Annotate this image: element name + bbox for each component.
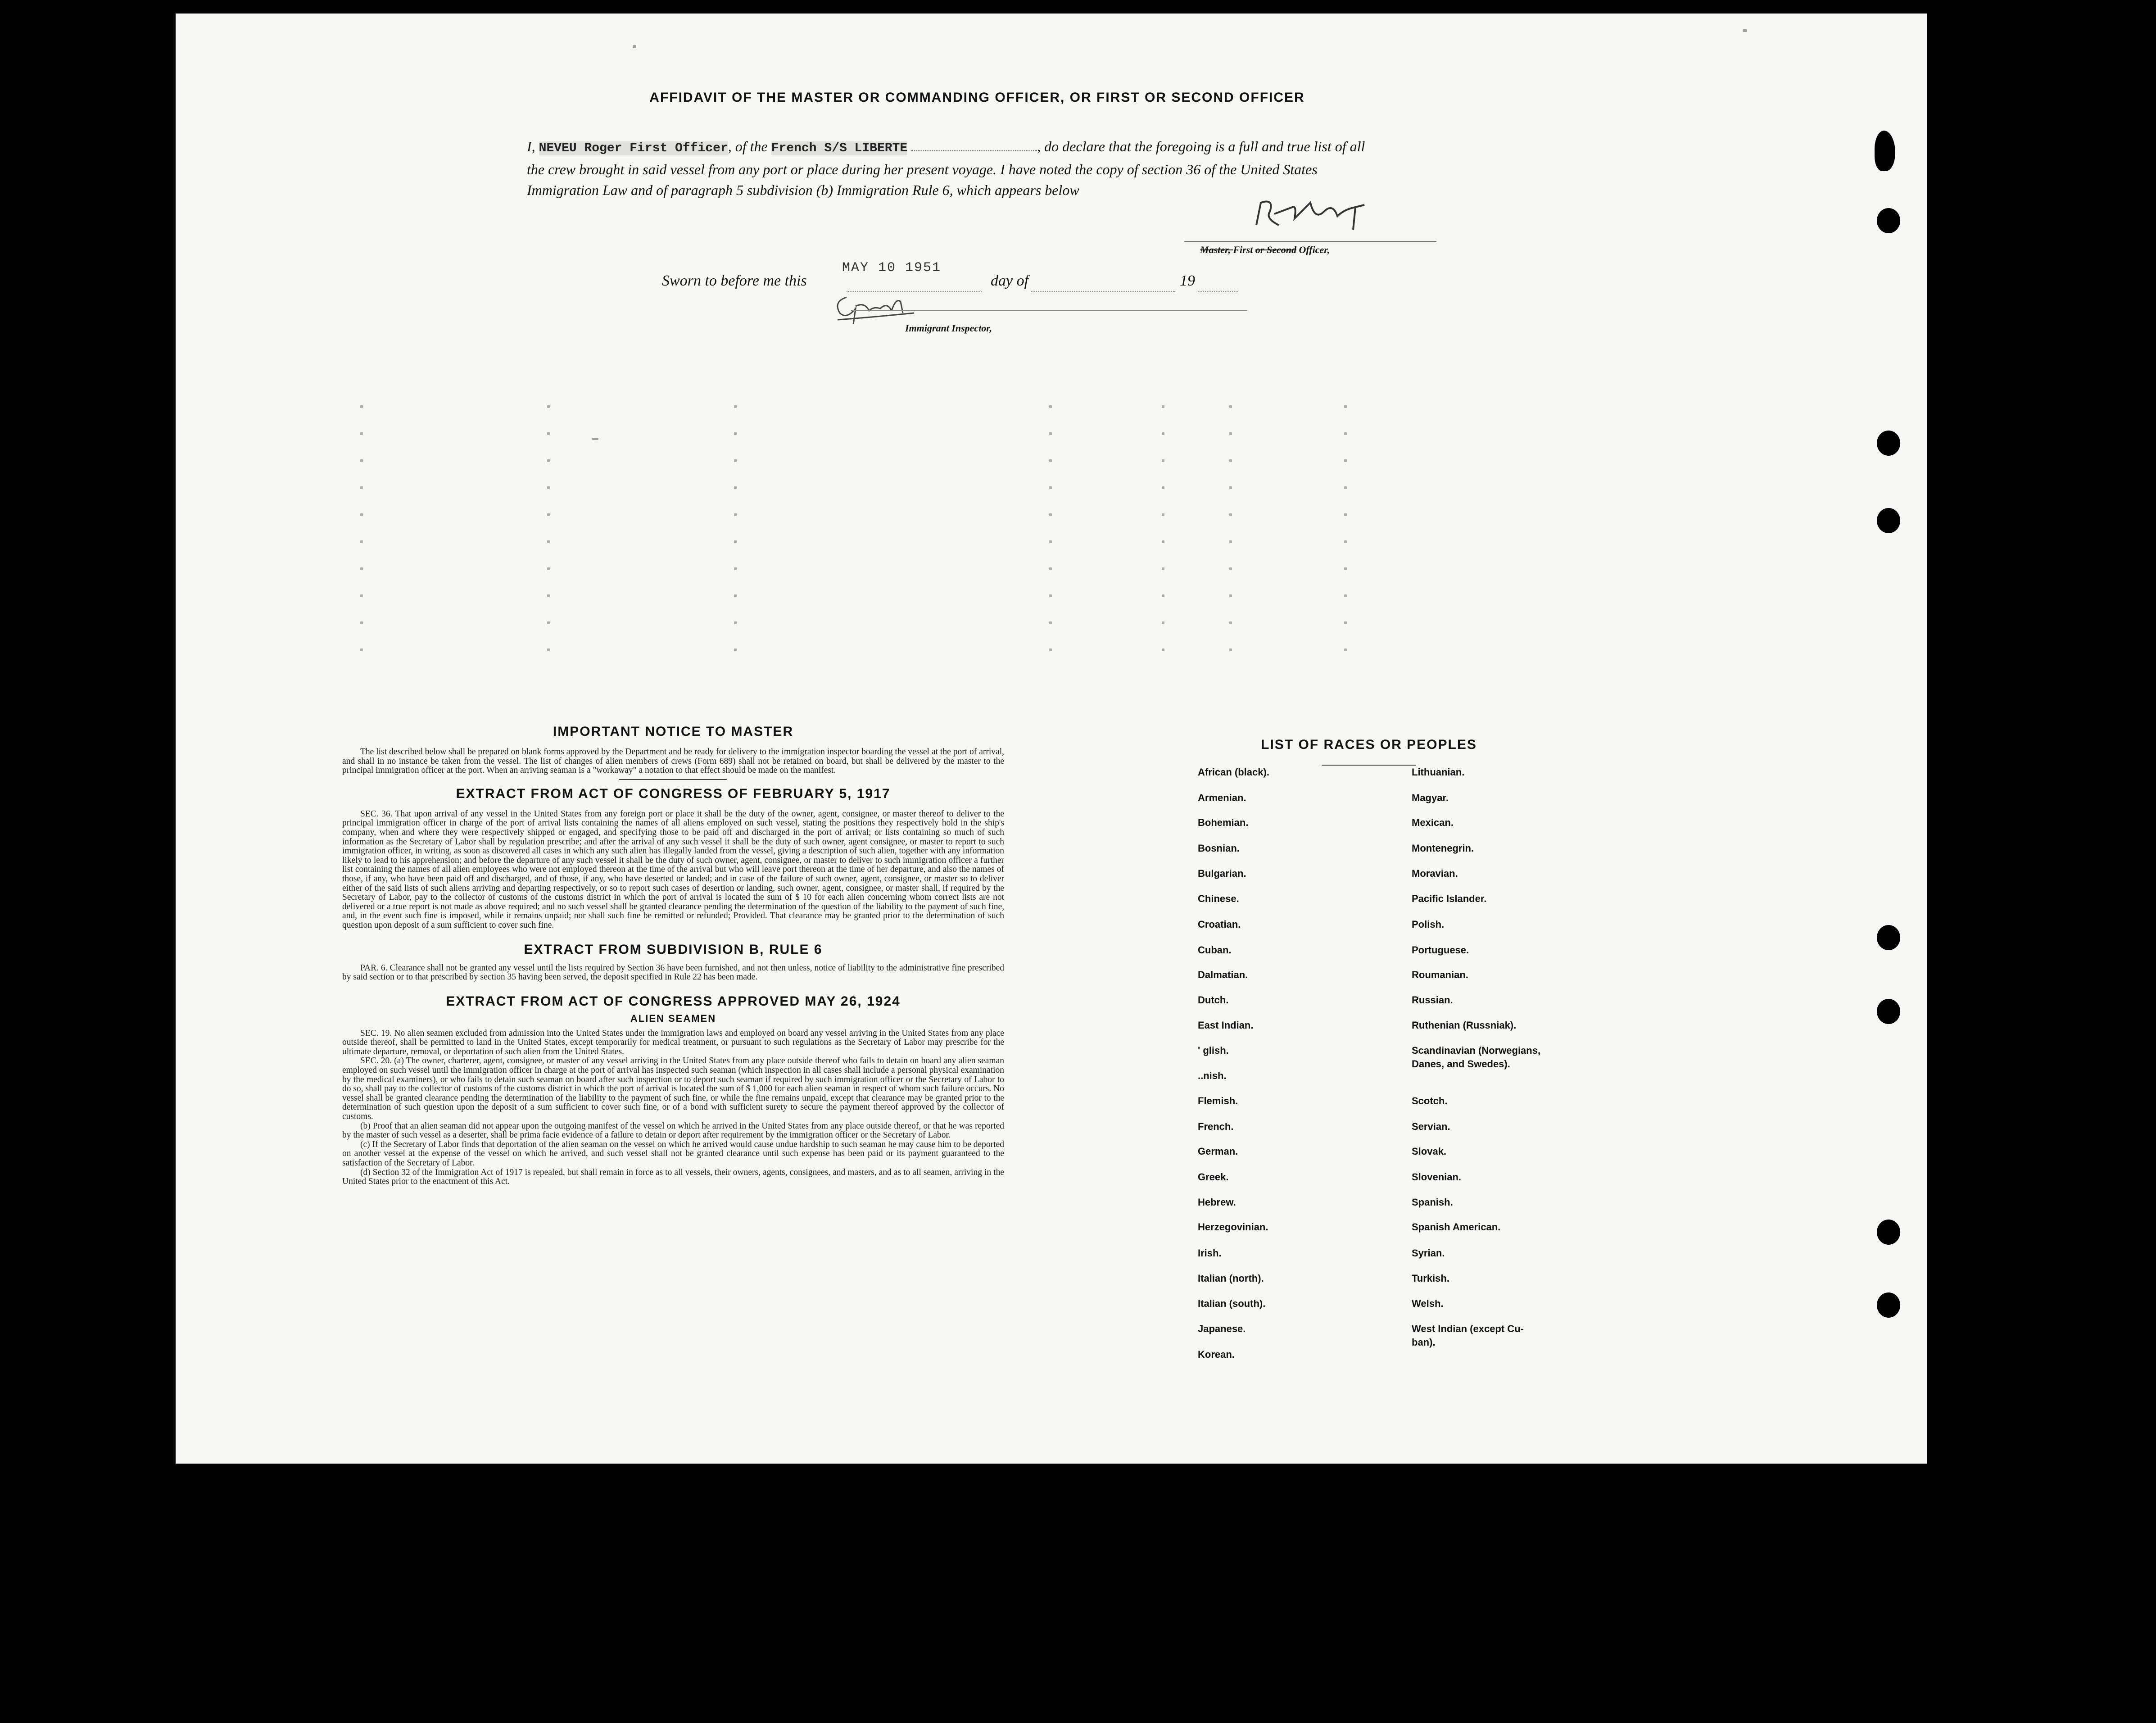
vessel-name: French S/S LIBERTE (771, 141, 908, 155)
race-item: Slovenian. (1412, 1171, 1462, 1183)
race-item: Moravian. (1412, 868, 1458, 879)
race-item: Bohemian. (1198, 817, 1249, 828)
race-item: Chinese. (1198, 893, 1239, 904)
race-item: Portuguese. (1412, 944, 1469, 956)
extract3-p5: (d) Section 32 of the Immigration Act of 1917 is repealed, but shall remain in force as to all vessels, their owners, agents, consignees, and masters, and as to all seamen, arriving in the United States prior to the enactment of this Act. (342, 1167, 1004, 1187)
sworn-month-line (1031, 290, 1175, 292)
race-item: Slovak. (1412, 1146, 1447, 1157)
form-dot (360, 594, 363, 597)
form-dot (1344, 567, 1347, 570)
form-dot (547, 486, 550, 489)
race-item: French. (1198, 1121, 1234, 1132)
scan-speck (1743, 29, 1747, 32)
race-item: Greek. (1198, 1171, 1229, 1183)
form-dot (547, 459, 550, 462)
form-dot (734, 405, 737, 408)
form-dot (734, 486, 737, 489)
extract2-title: EXTRACT FROM SUBDIVISION B, RULE 6 (524, 942, 823, 957)
race-item: Lithuanian. (1412, 766, 1465, 778)
form-dot (547, 540, 550, 543)
race-item: Irish. (1198, 1247, 1222, 1259)
sworn-year-line (1198, 290, 1238, 292)
officer-label-second: or Second (1255, 244, 1296, 255)
form-dot (1229, 459, 1232, 462)
form-dot (734, 513, 737, 516)
extract3-subtitle: ALIEN SEAMEN (630, 1012, 716, 1024)
form-dot (1344, 648, 1347, 651)
race-item: Ruthenian (Russniak). (1412, 1020, 1517, 1031)
form-dot (734, 648, 737, 651)
form-dot (1344, 405, 1347, 408)
form-dot (1229, 621, 1232, 624)
race-item: Mexican. (1412, 817, 1454, 828)
notice-text: The list described below shall be prepared on blank forms approved by the Department and be ready for delivery to the immigration inspector boarding the vessel at the port of arrival, and shall in no instance be taken from the vessel. The list of changes of alien members of crews (Form 689) shall not be retained on board, but shall be delivered by the master to the principal immigration officer at the port. When an arriving seaman is a "workaway" a notation to that effect should be made on the manifest. (342, 747, 1004, 775)
race-item: Italian (north). (1198, 1273, 1264, 1284)
inspector-label: Immigrant Inspector, (905, 322, 992, 334)
form-dot (547, 648, 550, 651)
extract3-title: EXTRACT FROM ACT OF CONGRESS APPROVED MAY 26, 1924 (446, 993, 901, 1009)
form-dot (1162, 648, 1164, 651)
affidavit-declaration: , do declare that the foregoing is a full and true list of all the crew brought in said vessel from any port or place during her present voyage. I have noted the copy of section 36 of the United States Immigration Law and of paragraph 5 subdivision (b) Immigration Rule 6, which appears below (527, 138, 1365, 198)
officer-signature-line (1184, 241, 1436, 242)
inspector-signature-line (851, 310, 1247, 311)
officer-label-master: Master, (1200, 244, 1233, 255)
race-item: African (black). (1198, 766, 1269, 778)
affidavit-title: AFFIDAVIT OF THE MASTER OR COMMANDING OFFICER, OR FIRST OR SECOND OFFICER (649, 90, 1305, 105)
extract2-text: PAR. 6. Clearance shall not be granted any vessel until the lists required by Section 36 have been furnished, and not then unless, notice of liability to the administrative fine prescribed by said section or to that prescribed by section 35 having been served, the deposit specified in Rule 22 has been made. (342, 963, 1004, 982)
extract1-text: SEC. 36. That upon arrival of any vessel in the United States from any foreign port or place it shall be the duty of the owner, agent, consignee, or master thereof to deliver to the principal immigration officer in charge of the port of arrival lists containing the names of all aliens employed on such vessel, stating the positions they respectively hold in the ship's company, when and where they were respectively shipped or engaged, and specifying those to be paid off and discharged in the port of arrival; or lists containing so much of such information as the Secretary of Labor shall by regulation prescribe; and after the arrival of any such vessel it shall be the duty of such owner, agent consignee, or master to report to such immigration officer, in writing, as soon as discovered all cases in which any such alien has illegally landed from the vessel, giving a description of such alien, together with any information likely to lead to his apprehension; and before the departure of any such vessel it shall be the duty of such owner, agent, consignee, or master to deliver to such immigration officer a further list containing the names of all alien employees who were not employed thereon at the time of the arrival but who will leave port thereon at the time of her departure, and also the names of those, if any, who have been paid off and discharged, and of those, if any, who have deserted or landed; and in case of the failure of such owner, agent, consignee, or master so to deliver either of the said lists of such aliens arriving and departing respectively, or so to report such cases of desertion or landing, such owner, agent, consignee, or master shall, if required by the Secretary of Labor, pay to the collector of customs of the customs district in which the port of arrival is located the sum of $ 10 for each alien concerning whom correct lists are not delivered or a true report is not made as above required; and no such vessel shall be granted clearance pending the determination of the question of the liability to the payment of such fine, and, in the event such fine is imposed, while it remains unpaid; nor shall such fine be remitted or refunded; Provided. That clearance may be granted prior to the determination of such question upon deposit of a sum sufficient to cover such fine. (342, 809, 1004, 930)
race-item: ..nish. (1198, 1070, 1227, 1081)
race-item: Roumanian. (1412, 969, 1468, 980)
document-page (176, 14, 1927, 1464)
form-dot (547, 594, 550, 597)
race-item: Scandinavian (Norwegians, (1412, 1045, 1541, 1056)
race-item: Syrian. (1412, 1247, 1445, 1259)
form-dot (1049, 567, 1052, 570)
race-item: ' glish. (1198, 1045, 1229, 1056)
race-item: Hebrew. (1198, 1197, 1236, 1208)
form-dot (1229, 594, 1232, 597)
form-dot (1344, 486, 1347, 489)
punch-hole (1877, 1292, 1900, 1318)
race-item: Italian (south). (1198, 1298, 1266, 1309)
form-dot (360, 540, 363, 543)
race-item: Spanish American. (1412, 1221, 1501, 1233)
officer-label-end: Officer, (1296, 244, 1330, 255)
race-item: Korean. (1198, 1349, 1235, 1360)
form-dot (1344, 540, 1347, 543)
form-dot (1344, 594, 1347, 597)
affidavit-body (527, 135, 1373, 200)
date-stamp: MAY 10 1951 (842, 260, 942, 276)
form-dot (1344, 459, 1347, 462)
race-item: Polish. (1412, 919, 1445, 930)
punch-hole (1877, 431, 1900, 456)
scan-speck (633, 45, 636, 48)
punch-hole (1877, 208, 1900, 233)
form-dot (1049, 621, 1052, 624)
form-dot (1162, 486, 1164, 489)
form-dot (360, 486, 363, 489)
form-dot (360, 648, 363, 651)
extract3-p4: (c) If the Secretary of Labor finds that deportation of the alien seaman on the vessel on which he arrived would cause undue hardship to such seaman he may cause him to be deported on another vessel at the expense of the vessel on which he arrived, and such vessel shall not be granted clearance until such expense has been paid or its payment guaranteed to the satisfaction of the Secretary of Labor. (342, 1139, 1004, 1168)
divider (619, 779, 727, 780)
form-dot (734, 567, 737, 570)
extract3-p2: SEC. 20. (a) The owner, charterer, agent, consignee, or master of any vessel arriving in the United States from any place outside thereof who fails to detain on board any alien seaman employed on such vessel until the immigration officer in charge at the port of arrival has inspected such seaman (which inspection in all cases shall include a personal physical examination by the medical examiners), or who fails to detain such seaman on board after such inspection or to deport such seaman if required by such immigration officer or the Secretary of Labor to do so, shall pay to the collector of customs of the customs district in which the port of arrival is located the sum of $ 1,000 for each alien seaman in respect of whom such failure occurs. No vessel shall be granted clearance pending the determination of the liability to the payment of such fine, or while the fine remains unpaid, except that clearance may be granted prior to the determination of such question upon the deposit of a sum sufficient to cover such fine, or of a bond with sufficient surety to secure the payment thereof approved by the collector of customs. (342, 1056, 1004, 1122)
form-dot (1162, 540, 1164, 543)
form-dot (1162, 405, 1164, 408)
notice-title: IMPORTANT NOTICE TO MASTER (553, 724, 794, 739)
race-item: Japanese. (1198, 1323, 1246, 1334)
race-item: Dutch. (1198, 994, 1229, 1006)
officer-title-label (1200, 244, 1330, 256)
race-item: Bosnian. (1198, 843, 1240, 854)
races-title: LIST OF RACES OR PEOPLES (1261, 737, 1477, 752)
sworn-text: Sworn to before me this (662, 272, 807, 289)
affidavit-of-the: , of the (728, 138, 768, 154)
race-item: Turkish. (1412, 1273, 1449, 1284)
notice-column (342, 724, 1004, 1187)
race-item: Spanish. (1412, 1197, 1453, 1208)
race-item: Flemish. (1198, 1095, 1238, 1106)
form-dot (360, 621, 363, 624)
race-item: West Indian (except Cu- (1412, 1323, 1524, 1334)
form-dot (1229, 405, 1232, 408)
form-dot (1049, 459, 1052, 462)
form-dot (1162, 432, 1164, 435)
form-dot (734, 594, 737, 597)
form-dot (360, 405, 363, 408)
form-dot (1229, 432, 1232, 435)
year-prefix: 19 (1180, 272, 1195, 289)
form-dot (1049, 540, 1052, 543)
vessel-blank-line (911, 135, 1037, 151)
race-item: Magyar. (1412, 792, 1449, 803)
form-dot (1229, 513, 1232, 516)
day-of-text: day of (991, 272, 1029, 289)
race-item: Montenegrin. (1412, 843, 1474, 854)
race-item: Armenian. (1198, 792, 1246, 803)
form-dot (547, 621, 550, 624)
race-item: Pacific Islander. (1412, 893, 1487, 904)
race-item: Scotch. (1412, 1095, 1448, 1106)
form-dot (1229, 540, 1232, 543)
punch-hole (1877, 1220, 1900, 1245)
form-dot (1162, 513, 1164, 516)
form-dot (547, 513, 550, 516)
race-item: German. (1198, 1146, 1238, 1157)
race-item: ban). (1412, 1337, 1436, 1348)
form-dot (1162, 594, 1164, 597)
officer-label-first: First (1233, 244, 1255, 255)
svg-text:Gpark: Gpark (829, 288, 830, 289)
officer-name: NEVEU Roger First Officer (539, 141, 728, 155)
race-item: Cuban. (1198, 944, 1232, 956)
form-dot (1049, 486, 1052, 489)
form-dot (734, 432, 737, 435)
form-dot (547, 405, 550, 408)
form-dot (360, 432, 363, 435)
punch-hole (1877, 508, 1900, 533)
form-dot (1344, 621, 1347, 624)
form-dot (360, 567, 363, 570)
officer-signature (1247, 194, 1382, 239)
race-item: East Indian. (1198, 1020, 1254, 1031)
punch-hole (1877, 999, 1900, 1024)
form-dot (547, 432, 550, 435)
form-dot (1344, 513, 1347, 516)
form-dot (1229, 648, 1232, 651)
race-item: Servian. (1412, 1121, 1450, 1132)
form-dot (360, 513, 363, 516)
race-item: Danes, and Swedes). (1412, 1058, 1510, 1070)
form-dot (734, 621, 737, 624)
race-item: Bulgarian. (1198, 868, 1246, 879)
race-item: Dalmatian. (1198, 969, 1248, 980)
form-dot (734, 459, 737, 462)
extract1-title: EXTRACT FROM ACT OF CONGRESS OF FEBRUARY 5, 1917 (456, 786, 891, 801)
extract3-p3: (b) Proof that an alien seaman did not appear upon the outgoing manifest of the vessel on which he arrived in the United States from any place outside thereof, or that he was reported by the master of such vessel as a deserter, shall be prima facie evidence of a failure to detain or deport after requirement by the immigration officer or the Secretary of Labor. (342, 1121, 1004, 1140)
race-item: Croatian. (1198, 919, 1241, 930)
punch-hole (1877, 925, 1900, 950)
form-dot (734, 540, 737, 543)
form-dot (1049, 405, 1052, 408)
race-item: Russian. (1412, 994, 1453, 1006)
form-dot (1162, 459, 1164, 462)
form-dot (1229, 486, 1232, 489)
extract3-p1: SEC. 19. No alien seamen excluded from admission into the United States under the immigration laws and employed on board any vessel arriving in the United States from any place outside thereof, shall be permitted to land in the United States, except temporarily for medical treatment, or pursuant to such regulations as the Secretary of Labor may prescribe for the ultimate departure, removal, or deportation of such alien from the United States. (342, 1028, 1004, 1056)
form-dot (1049, 648, 1052, 651)
form-dot (1344, 432, 1347, 435)
race-item: Herzegovinian. (1198, 1221, 1268, 1233)
races-divider (1322, 765, 1416, 766)
form-dot (1162, 621, 1164, 624)
form-dot (1049, 432, 1052, 435)
form-dot (1229, 567, 1232, 570)
form-dot (360, 459, 363, 462)
scan-speck (592, 438, 598, 440)
form-dot (1162, 567, 1164, 570)
form-dot (1049, 513, 1052, 516)
race-item: Welsh. (1412, 1298, 1444, 1309)
affidavit-i: I, (527, 138, 535, 154)
form-dot (547, 567, 550, 570)
form-dot (1049, 594, 1052, 597)
